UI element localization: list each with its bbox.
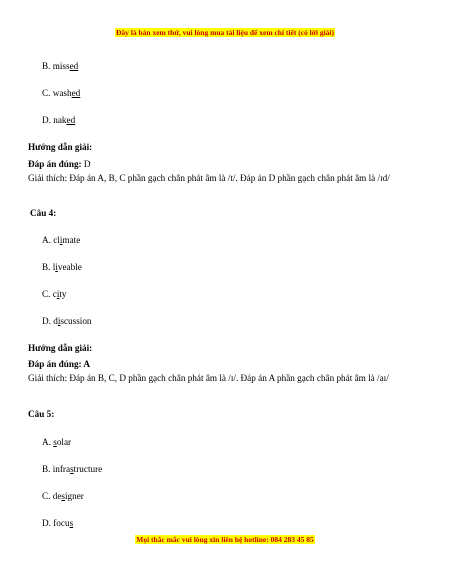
option-c: C. washed xyxy=(42,88,81,98)
question-title: Câu 4: xyxy=(30,208,57,218)
preview-notice-text: Đây là bản xem thử, vui lòng mua tài liệu để xem chi tiết (có lời giải) xyxy=(115,28,335,37)
option-a: A. climate xyxy=(42,235,81,245)
answer-line: Đáp án đúng: D xyxy=(28,159,91,169)
preview-notice-banner xyxy=(0,28,450,37)
option-d: D. focus xyxy=(42,518,74,528)
option-b: B. missed xyxy=(42,61,79,71)
option-c: C. designer xyxy=(42,491,84,501)
explanation: Giải thích: Đáp án B, C, D phần gạch chân phát âm là /ɪ/. Đáp án A phần gạch chân phát âm là /aɪ/ xyxy=(28,373,389,383)
explanation: Giải thích: Đáp án A, B, C phần gạch chân phát âm là /t/. Đáp án D phần gạch chân phát âm là /ɪd/ xyxy=(28,173,390,183)
hotline-notice-banner xyxy=(0,535,450,544)
option-c: C. city xyxy=(42,289,67,299)
option-b: B. infrastructure xyxy=(42,464,103,474)
hotline-notice-text: Mọi thắc mắc vui lòng xin liên hệ hotline: 084 283 45 85 xyxy=(136,535,314,544)
guide-heading: Hướng dẫn giải: xyxy=(28,343,93,353)
option-d: D. discussion xyxy=(42,316,92,326)
answer-line: Đáp án đúng: A xyxy=(28,359,91,369)
option-d: D. naked xyxy=(42,115,76,125)
option-b: B. liveable xyxy=(42,262,82,272)
guide-heading: Hướng dẫn giải: xyxy=(28,142,93,152)
option-a: A. solar xyxy=(42,437,72,447)
question-title: Câu 5: xyxy=(28,409,55,419)
